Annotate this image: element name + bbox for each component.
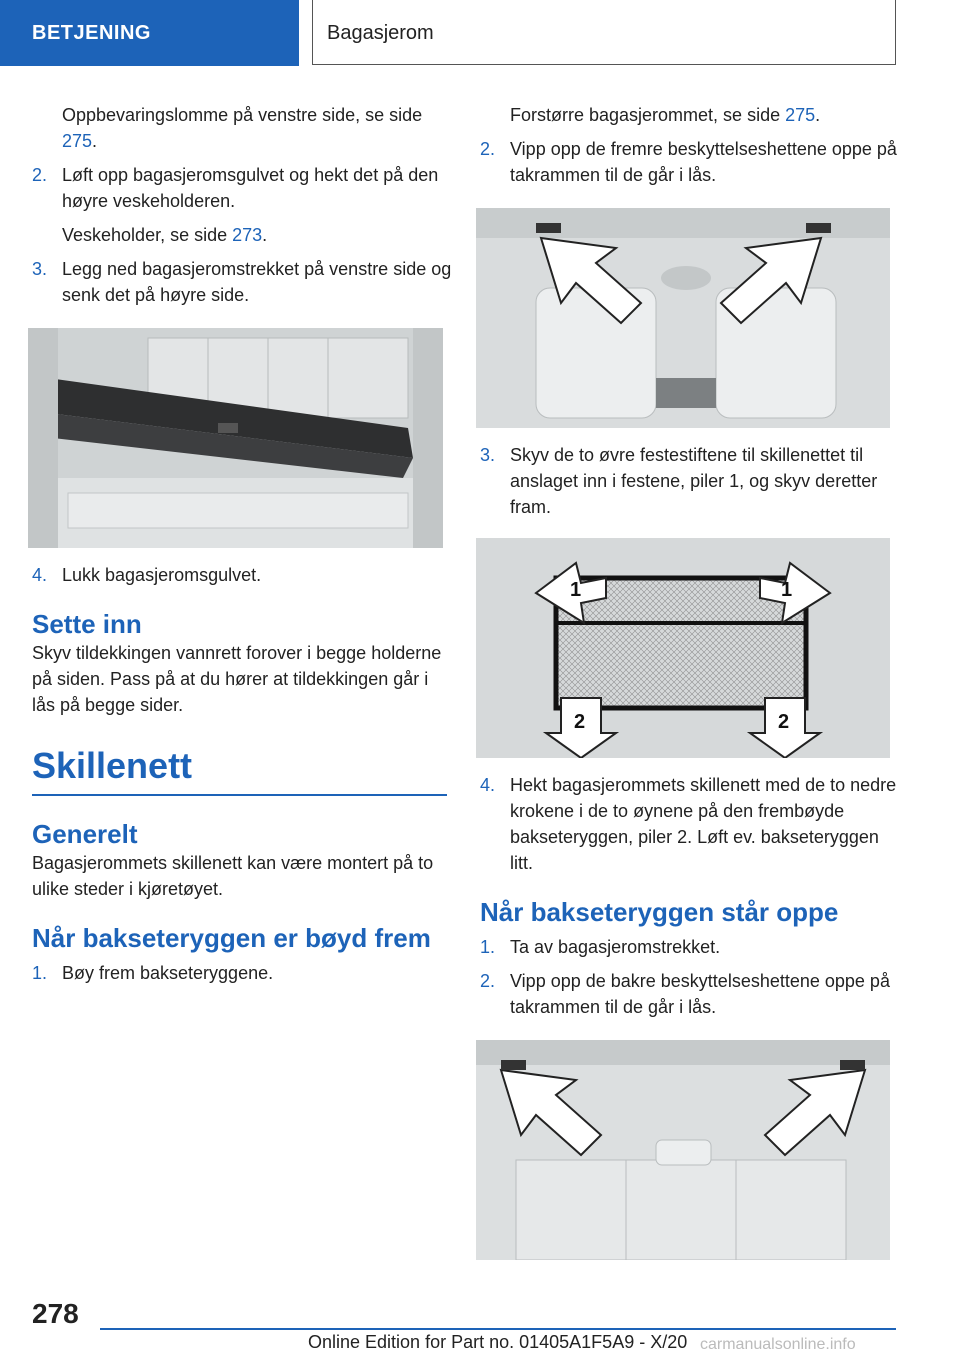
step-2-sub: Veskeholder, se side 273. xyxy=(62,225,268,245)
step-3 xyxy=(480,442,900,520)
figure-label-2: 2 xyxy=(574,711,586,733)
footer-rule xyxy=(100,1328,896,1330)
section-tab: BETJENING xyxy=(0,0,299,66)
figure-label-1: 1 xyxy=(570,579,582,601)
step-text: Legg ned bagasjeromstrekket på venstre side og senk det på høyre side. xyxy=(62,259,452,305)
generelt-text: Bagasjerommets skillenett kan være montert på to ulike steder i kjøretøyet. xyxy=(32,853,434,899)
step-number: 3. xyxy=(480,445,496,465)
page-link[interactable]: 275 xyxy=(785,105,816,125)
watermark: carmanualsonline.info xyxy=(700,1336,856,1353)
trunk-cover-illustration xyxy=(28,328,443,548)
left-column xyxy=(32,102,452,986)
page-link[interactable]: 275 xyxy=(62,131,93,151)
net-illustration xyxy=(476,538,890,758)
step-text: Bøy frem bakseteryggene. xyxy=(62,963,274,983)
step-number: 4. xyxy=(32,565,48,585)
chapter-title: Bagasjerom xyxy=(312,0,896,65)
front-caps-illustration xyxy=(476,208,890,428)
step-4 xyxy=(480,772,900,876)
page-number: 278 xyxy=(32,1298,79,1329)
step-number: 4. xyxy=(480,775,496,795)
step-number: 3. xyxy=(32,259,48,279)
step-text: Løft opp bagasjeromsgulvet og hekt det på den høyre veskeholderen. xyxy=(62,165,439,211)
figure-label-1b: 1 xyxy=(781,579,793,601)
step-text: Vipp opp de bakre beskyttelseshettene oppe på takrammen til de går i lås. xyxy=(510,971,890,1017)
oppe-step-2 xyxy=(480,968,900,1020)
step-text: Skyv de to øvre festestiftene til skillenettet til anslaget inn i festene, piler 1, og skyv deretter fram. xyxy=(510,445,878,517)
rear-caps-illustration xyxy=(476,1040,890,1260)
intro-text: Forstørre bagasjerommet, se side 275. xyxy=(510,105,821,125)
step-number: 2. xyxy=(480,971,496,991)
figure-label-2b: 2 xyxy=(778,711,790,733)
step-text: Vipp opp de fremre beskyttelseshettene oppe på takrammen til de går i lås. xyxy=(510,139,897,185)
step-number: 1. xyxy=(480,937,496,957)
step-number: 2. xyxy=(32,165,48,185)
heading-oppe: Når bakseteryggen står oppe xyxy=(480,897,839,927)
figure-trunk-cover xyxy=(28,328,443,548)
step-3 xyxy=(32,256,452,308)
step-2 xyxy=(480,136,900,188)
heading-rule xyxy=(32,794,447,796)
step-number: 1. xyxy=(32,963,48,983)
sette-inn-text: Skyv tildekkingen vannrett forover i begge holderne på siden. Pass på at du hører at tildekkingen går i lås på begge sider. xyxy=(32,643,442,715)
step-number: 2. xyxy=(480,139,496,159)
step-4 xyxy=(32,562,452,588)
heading-boyd-frem: Når bakseteryggen er bøyd frem xyxy=(32,923,431,953)
right-column xyxy=(480,102,900,1260)
step-text: Hekt bagasjerommets skillenett med de to nedre krokene i de to øynene på den frembøyde bakseteryggen, piler 2. Løft ev. bakseteryggen litt. xyxy=(510,775,897,873)
heading-generelt: Generelt xyxy=(32,819,138,849)
edition-text: Online Edition for Part no. 01405A1F5A9 - X/20 xyxy=(308,1332,688,1352)
figure-front-caps xyxy=(476,208,890,428)
oppe-step-1 xyxy=(480,934,900,960)
page-link[interactable]: 273 xyxy=(232,225,263,245)
page-header xyxy=(0,0,960,66)
intro-text: Oppbevaringslomme på venstre side, se side 275. xyxy=(62,105,423,151)
figure-net xyxy=(476,538,890,758)
step-text: Ta av bagasjeromstrekket. xyxy=(510,937,721,957)
heading-sette-inn: Sette inn xyxy=(32,609,142,639)
heading-skillenett: Skillenett xyxy=(32,745,193,786)
step-2 xyxy=(32,162,452,214)
step-text: Lukk bagasjeromsgulvet. xyxy=(62,565,262,585)
figure-rear-caps xyxy=(476,1040,890,1260)
boyd-step-1 xyxy=(32,960,452,986)
